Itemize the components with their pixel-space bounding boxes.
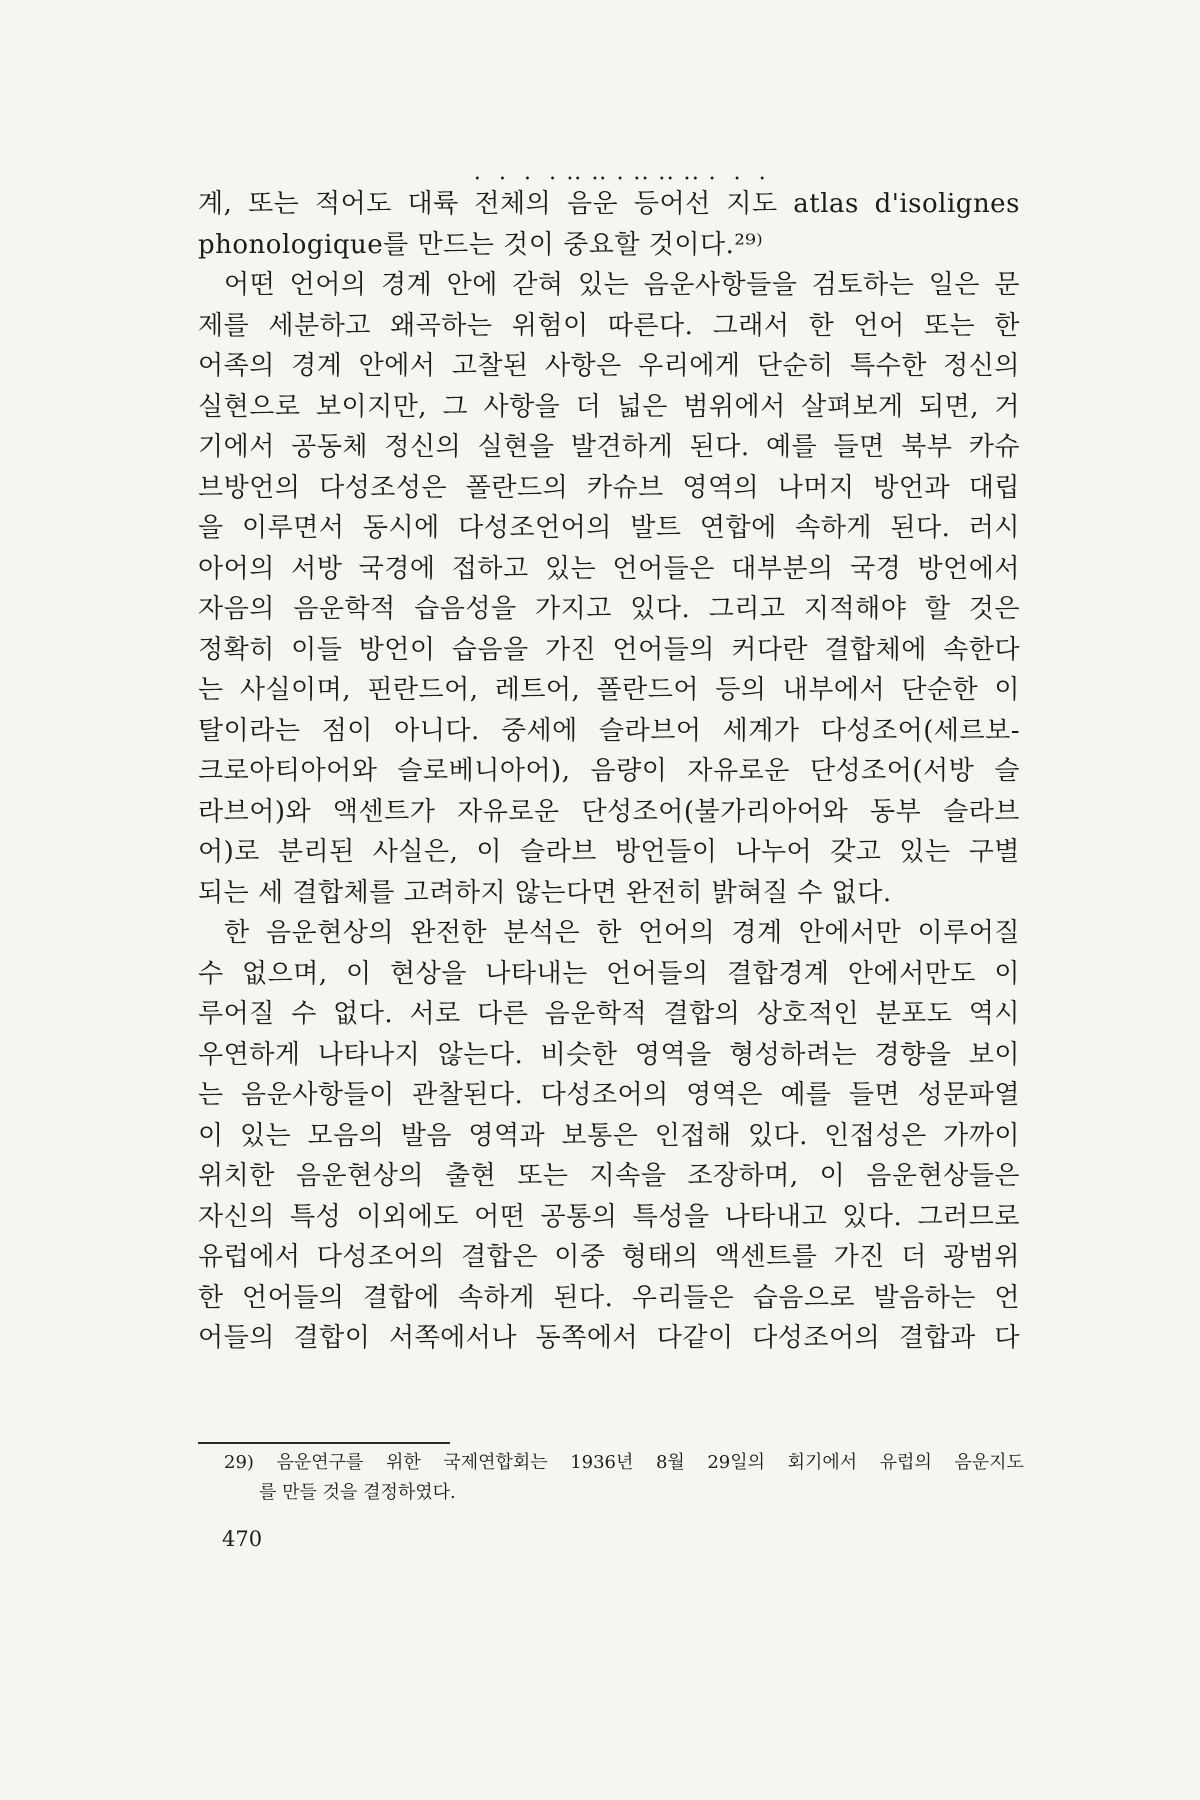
word: 슬 <box>994 756 1020 786</box>
word: 언어들의 <box>242 1282 345 1313</box>
word: 음운지도 <box>954 1452 1024 1473</box>
word: 광범위 <box>943 1242 1020 1272</box>
word: 어족의 <box>198 351 275 381</box>
word: 방언들이 <box>614 837 718 867</box>
word: • • • 음운 <box>567 184 618 225</box>
word: 언어 <box>853 310 905 341</box>
word: 아니다. <box>394 715 480 746</box>
text-line <box>198 1035 1020 1076</box>
word: 슬라브 <box>943 796 1020 827</box>
word: 결합이 <box>293 1323 371 1353</box>
word: 분리된 <box>277 837 355 867</box>
word: 자유로운 <box>457 796 560 827</box>
word: 핀란드어, <box>367 675 479 705</box>
text-line <box>198 832 1020 873</box>
word: 대립 <box>968 472 1020 503</box>
text-line <box>198 1197 1020 1238</box>
word: 된다. <box>689 432 750 462</box>
word: 할 <box>924 594 951 624</box>
text-line <box>198 549 1020 590</box>
word: 되면, <box>918 391 979 422</box>
word: 따른다. <box>607 310 694 341</box>
word: 것은 <box>968 594 1020 624</box>
word: 이 <box>819 1161 846 1191</box>
word: 이 <box>346 958 372 989</box>
text-line <box>198 711 1020 752</box>
word: 카슈브 <box>586 472 664 503</box>
word: 나타나지 <box>317 1039 421 1070</box>
word: 분석은 <box>503 918 581 948</box>
text-line <box>198 306 1020 347</box>
word: 있는 <box>544 553 597 584</box>
word: 구별 <box>968 837 1020 867</box>
text-line: 되는 세 결합체를 고려하지 않는다면 완전히 밝혀질 수 없다. <box>198 877 892 908</box>
word: 결합과 <box>898 1323 976 1353</box>
word: 없으며, <box>242 958 328 989</box>
text-line <box>198 346 1020 387</box>
word: 폴란드어 <box>596 675 699 705</box>
word: 실현을 <box>477 432 555 462</box>
word: 지속을 <box>589 1161 667 1191</box>
word: 29일의 <box>707 1452 766 1473</box>
text-line <box>198 1278 1020 1319</box>
text-line <box>198 994 1020 1035</box>
word: 어들의 <box>198 1323 275 1353</box>
word: 습음성을 <box>414 594 517 624</box>
word: 북부 <box>901 432 953 462</box>
word: 보이지만, <box>315 391 428 422</box>
word: 관찰된다. <box>412 1080 524 1110</box>
footnote-line <box>224 1448 1024 1478</box>
word: 음운학적 <box>293 594 396 624</box>
word: 그러므로 <box>917 1201 1020 1232</box>
word: 출현 <box>444 1161 497 1191</box>
text-line <box>198 670 1020 711</box>
word: 완전한 <box>410 918 488 948</box>
word: 갇혀 <box>512 270 564 300</box>
word: 성문파열 <box>917 1080 1020 1110</box>
word: 서쪽에서나 <box>388 1323 518 1353</box>
word: 중세에 <box>500 715 578 746</box>
word: 을 <box>198 513 224 543</box>
word: 다른 <box>477 999 529 1029</box>
word: 속하게 <box>795 513 872 543</box>
word: 방언이 <box>358 634 436 665</box>
word: 다성조어의 <box>316 1242 445 1272</box>
word: 특성을 <box>632 1201 710 1232</box>
word: 기에서 <box>198 432 275 462</box>
word: 정신의 <box>384 432 462 462</box>
word: 경계 <box>731 918 783 948</box>
word: 음운학적 <box>544 999 648 1029</box>
footnote <box>224 1448 1024 1508</box>
word: 언 <box>994 1282 1020 1313</box>
word: 경향을 <box>874 1039 952 1070</box>
word: 또는 <box>517 1161 569 1191</box>
word: 된다. <box>890 513 951 543</box>
word: 고찰된 <box>451 351 529 381</box>
word: 보이 <box>968 1039 1020 1070</box>
word: 어떤 <box>474 1201 526 1232</box>
word: 다성조어의 <box>752 1323 881 1353</box>
word: 영역의 <box>682 472 760 503</box>
word: 가지고 <box>534 594 612 624</box>
word: 들면 <box>833 432 885 462</box>
word: 다성조어의 <box>540 1080 669 1110</box>
word: 위험이 <box>511 310 589 341</box>
word: 안에서만 <box>798 918 902 948</box>
word: 는 <box>198 1080 224 1110</box>
word: 사항은 <box>544 351 622 381</box>
footnote-rule <box>198 1442 450 1444</box>
word: 다성조언어의 <box>458 513 612 543</box>
text-line <box>198 508 1020 549</box>
word: 레트어, <box>494 675 581 705</box>
text-line <box>198 1237 1020 1278</box>
word: 음운현상들은 <box>866 1161 1020 1191</box>
word: 음운사항들이 <box>240 1080 395 1110</box>
word: 안에 <box>446 270 498 300</box>
word: 우리들은 <box>631 1282 735 1313</box>
word: 비슷한 <box>540 1039 618 1070</box>
word: 언어들의 <box>612 634 715 665</box>
word: 서방 <box>291 553 343 584</box>
word: 연합에 <box>699 513 777 543</box>
word: 계, <box>198 189 233 219</box>
word: 대부분의 <box>731 553 834 584</box>
word: 모음의 <box>307 1120 385 1151</box>
word: 한 <box>224 918 250 948</box>
word: 왜곡하는 <box>390 310 493 341</box>
word: 카슈 <box>968 432 1020 462</box>
word: 지도 <box>726 189 778 219</box>
word: 된다. <box>553 1282 614 1313</box>
word: 자음의 <box>198 594 275 624</box>
word: 있는 <box>899 837 951 867</box>
text-line <box>198 1116 1020 1157</box>
word: 이 <box>198 1120 224 1151</box>
word: 지적해야 <box>803 594 907 624</box>
word: 사실은, <box>372 837 459 867</box>
word: 수 <box>198 958 224 989</box>
text-line <box>198 954 1020 995</box>
word: 또는 <box>248 189 300 219</box>
word: 공동체 <box>291 432 369 462</box>
word: 문 <box>994 270 1020 300</box>
word: 국제연합회는 <box>443 1452 548 1473</box>
word: 속하게 <box>458 1282 535 1313</box>
word: 속한다 <box>943 634 1020 665</box>
word: 제를 <box>198 310 250 341</box>
word: 있는 <box>577 270 630 300</box>
word: 사항을 <box>483 391 561 422</box>
word: 가진 <box>833 1242 885 1272</box>
word: 브방언의 <box>198 472 301 503</box>
word: 한 <box>198 1282 224 1313</box>
word: 결합은 <box>461 1242 538 1272</box>
word: 발음하는 <box>873 1282 976 1313</box>
word: 음량이 <box>590 756 668 786</box>
word: 우연하게 <box>198 1039 301 1070</box>
word: 경계 <box>380 270 433 300</box>
page-number: 470 <box>222 1527 263 1551</box>
word: 또는 <box>923 310 976 341</box>
word: 들면 <box>848 1080 901 1110</box>
word: • • • 등어선 <box>634 184 711 225</box>
word: 위한 <box>385 1452 421 1473</box>
word: 분포도 <box>875 999 953 1029</box>
word: 자신의 <box>198 1201 275 1232</box>
word: 단성조어(불가리아어와 <box>581 796 849 827</box>
word: 경계 <box>291 351 343 381</box>
word: 결합체에 <box>824 634 927 665</box>
word: 라브어)와 <box>198 796 312 827</box>
word: 액센트를 <box>714 1242 818 1272</box>
word: 슬라브어 <box>599 715 702 746</box>
word: 있는 <box>239 1120 292 1151</box>
word: 유럽의 <box>879 1452 932 1473</box>
word: 언어의 <box>289 270 367 300</box>
text-line <box>198 427 1020 468</box>
word: 인접해 <box>654 1120 732 1151</box>
word: 서로 <box>409 999 461 1029</box>
word: 다같이 <box>656 1323 734 1353</box>
word: 나타내는 <box>485 958 588 989</box>
word: 한 <box>994 310 1020 341</box>
word: 어)로 <box>198 837 260 867</box>
word: 적어도 <box>314 189 392 219</box>
footnote-line: 를 만들 것을 결정하였다. <box>259 1482 456 1503</box>
word: • • • 전체의 <box>474 184 551 225</box>
word: atlas <box>793 189 859 219</box>
word: 이 <box>476 837 502 867</box>
word: 음운현상의 <box>265 918 394 948</box>
text-line <box>198 913 1020 954</box>
word: 공통의 <box>540 1201 618 1232</box>
word: 있다. <box>842 1201 903 1232</box>
word: 정확히 <box>198 634 275 665</box>
word: 그 <box>442 391 469 422</box>
text-line <box>198 589 1020 630</box>
text-line: phonologique를 만드는 것이 중요할 것이다.²⁹⁾ <box>198 229 764 260</box>
word: 내부에서 <box>782 675 886 705</box>
word: 예를 <box>765 432 818 462</box>
body-text <box>198 184 1020 1359</box>
word: 거 <box>994 391 1020 422</box>
word: 이루면서 <box>242 513 345 543</box>
word: 우리에게 <box>638 351 741 381</box>
word: 않는다. <box>437 1039 524 1070</box>
word: 커다란 <box>731 634 809 665</box>
word: 동쪽에서 <box>535 1323 639 1353</box>
word: 조장하며, <box>687 1161 799 1191</box>
word: 결합에 <box>362 1282 440 1313</box>
word: 동시에 <box>362 513 440 543</box>
word: 더 <box>575 391 602 422</box>
word: 동부 <box>870 796 922 827</box>
text-line <box>198 630 1020 671</box>
word: 특성 <box>290 1201 342 1232</box>
word: 등의 <box>715 675 767 705</box>
word: 영역은 <box>686 1080 763 1110</box>
word: 있다. <box>630 594 691 624</box>
word: 자유로운 <box>687 756 790 786</box>
word: 이중 <box>554 1242 606 1272</box>
word: 루어질 <box>198 999 275 1029</box>
word: 형성하려는 <box>729 1039 858 1070</box>
word: 대륙 <box>407 189 459 219</box>
word: d'isolignes <box>874 189 1020 219</box>
word: 습음을 <box>451 634 529 665</box>
word: 사실이며, <box>239 675 352 705</box>
word: 이루어질 <box>917 918 1020 948</box>
word: 유럽에서 <box>198 1242 301 1272</box>
text-line <box>198 387 1020 428</box>
word: 그래서 <box>712 310 790 341</box>
word: 점이 <box>321 715 373 746</box>
word: 국경에 <box>358 553 436 584</box>
word: 발트 <box>630 513 682 543</box>
word: 29) <box>224 1452 254 1473</box>
text-line <box>198 1075 1020 1116</box>
text-line <box>198 265 1020 306</box>
word: 한 <box>808 310 835 341</box>
word: 1936년 <box>570 1452 634 1473</box>
word: 있다. <box>747 1120 808 1151</box>
word: 나타내고 <box>724 1201 828 1232</box>
word: 다성조성은 <box>319 472 448 503</box>
word: 상호적인 <box>756 999 860 1029</box>
word: 안에서만도 <box>847 958 976 989</box>
word: 나누어 <box>735 837 813 867</box>
word: 러시 <box>968 513 1020 543</box>
word: 결합경계 <box>727 958 830 989</box>
word: 회기에서 <box>787 1452 858 1473</box>
word: 다 <box>994 1323 1020 1353</box>
word: 나머지 <box>777 472 855 503</box>
text-line <box>198 468 1020 509</box>
word: 이 <box>994 958 1020 989</box>
word: 이외에도 <box>356 1201 459 1232</box>
word: 영역과 <box>468 1120 546 1151</box>
word: 8월 <box>655 1452 685 1473</box>
word: 음운사항들을 <box>643 270 798 300</box>
word: 슬라브 <box>520 837 597 867</box>
word: 세분하고 <box>268 310 371 341</box>
word: 단성조어(서방 <box>809 756 975 786</box>
word: 넓은 <box>616 391 668 422</box>
word: 위치한 <box>198 1161 275 1191</box>
word: 언어들은 <box>612 553 715 584</box>
text-line <box>198 751 1020 792</box>
word: 범위에서 <box>683 391 786 422</box>
word: 더 <box>901 1242 927 1272</box>
word: 음운현상의 <box>295 1161 424 1191</box>
word: 는 <box>198 675 224 705</box>
word: 현상을 <box>390 958 467 989</box>
word: 습음으로 <box>752 1282 856 1313</box>
text-line <box>198 1156 1020 1197</box>
word: 수 <box>291 999 317 1029</box>
word: 슬로베니아어), <box>397 756 571 786</box>
word: 형태의 <box>621 1242 699 1272</box>
text-line <box>198 1318 1020 1359</box>
text-line <box>198 184 1020 225</box>
word: 국경 <box>849 553 902 584</box>
word: 이들 <box>291 634 343 665</box>
word: 영역을 <box>634 1039 712 1070</box>
word: 폴란드의 <box>465 472 569 503</box>
word: 어떤 <box>224 270 276 300</box>
word: 역시 <box>968 999 1020 1029</box>
word: 크로아티아어와 <box>198 756 378 786</box>
word: 일은 <box>928 270 980 300</box>
word: 세계가 <box>722 715 800 746</box>
word: 단순히 <box>756 351 834 381</box>
word: 이 <box>994 675 1020 705</box>
word: 가까이 <box>943 1120 1020 1151</box>
word: 결합의 <box>663 999 741 1029</box>
word: 발음 <box>400 1120 452 1151</box>
word: 특수한 <box>849 351 927 381</box>
word: 갖고 <box>830 837 882 867</box>
word: 인접성은 <box>824 1120 927 1151</box>
word: 검토하는 <box>811 270 915 300</box>
word: 방언에서 <box>917 553 1020 584</box>
word: 그리고 <box>708 594 786 624</box>
word: 안에서 <box>358 351 436 381</box>
word: 실현으로 <box>198 391 301 422</box>
text-line <box>198 792 1020 833</box>
word: 액센트가 <box>332 796 436 827</box>
word: 언어의 <box>638 918 716 948</box>
word: 방언과 <box>873 472 951 503</box>
word: 없다. <box>333 999 394 1029</box>
word: 접하고 <box>451 553 529 584</box>
word: 정신의 <box>943 351 1020 381</box>
word: 음운연구를 <box>276 1452 364 1473</box>
word: 가진 <box>544 634 597 665</box>
word: 발견하게 <box>570 432 674 462</box>
word: 살펴보게 <box>801 391 904 422</box>
word: 보통은 <box>561 1120 639 1151</box>
word: 단순한 <box>901 675 979 705</box>
word: 예를 <box>780 1080 832 1110</box>
word: 다성조어(세르보- <box>820 715 1020 746</box>
word: 언어들의 <box>606 958 709 989</box>
word: 탈이라는 <box>198 715 301 746</box>
word: 한 <box>596 918 622 948</box>
word: 아어의 <box>198 553 275 584</box>
